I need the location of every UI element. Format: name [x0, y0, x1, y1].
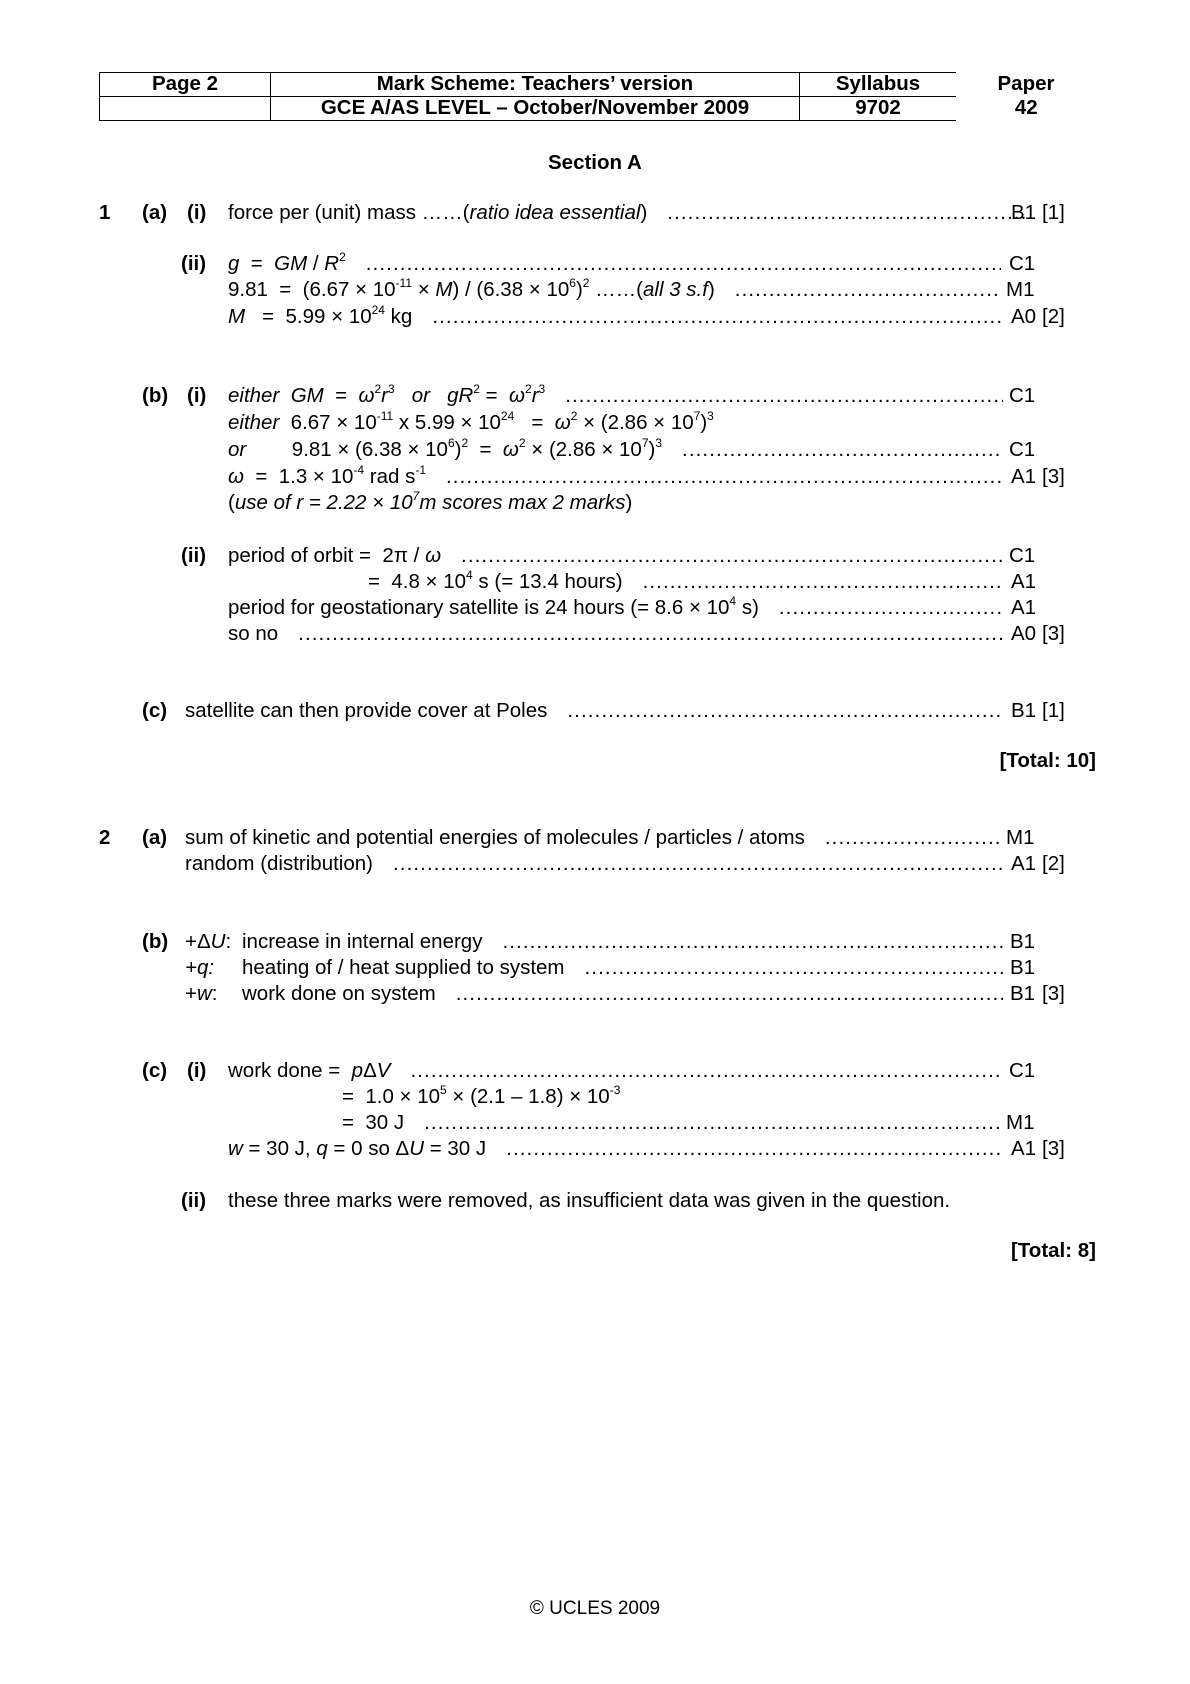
- q2-b-total: [3]: [1042, 982, 1065, 1005]
- q2-a-label: (a): [142, 826, 168, 849]
- q1-b-ii-mark1: C1: [1009, 544, 1036, 567]
- q1-b-i-line2: either $6.67 \times 10^{-11}$ x $5.99 \times 10^{24} = \omega^2 \times (2.86 \times 10^7)^3$: [228, 409, 714, 434]
- q2-b-symbol1: +ΔU:: [185, 930, 232, 953]
- q1-b-ii-line3: period for geostationary satellite is 24 hours (= $8.6 \times 10^4$ s) .....: [228, 598, 1008, 619]
- footer-copyright: © UCLES 2009: [529, 1598, 661, 1619]
- q2-a-total: [2]: [1042, 852, 1065, 875]
- q2-grand-total: [Total: 8]: [1010, 1239, 1096, 1262]
- q1-a-ii-total: [2]: [1042, 305, 1065, 328]
- q1-b-i-line3: or $9.81 \times (6.38 \times 10^6)^2 = \omega^2 \times (2.86 \times 10^7)^3$ .....: [228, 440, 1007, 461]
- q1-a-ii-line3: $M = 5.99 \times 10^{24}$ kg .....: [228, 307, 1008, 328]
- q1-b-i-line4: $\omega = 1.3 \times 10^{-4}$ rad $s^{-1}$ .....: [228, 467, 1008, 488]
- q1-b-ii-line1: period of orbit = 2π / ω .....: [228, 546, 1007, 567]
- q1-b-i-mark1: C1: [1009, 384, 1036, 407]
- exam-title: GCE A/AS LEVEL – October/November 2009: [271, 97, 800, 121]
- q2-a-mark2: A1: [1011, 852, 1037, 875]
- q1-a-ii-label: (ii): [181, 252, 207, 275]
- q1-b-i-total: [3]: [1042, 465, 1065, 488]
- q2-b-symbol3: +w:: [185, 982, 218, 1005]
- header-table: [99, 72, 1097, 121]
- q1-a-i-line: force per (unit) mass ……(ratio idea essential) .....: [228, 203, 1040, 224]
- q1-c-label: (c): [142, 699, 168, 722]
- q2-c-i-mark4: A1: [1011, 1137, 1037, 1160]
- q2-b-mark3: B1: [1010, 982, 1036, 1005]
- q2-b-line3: work done on system .....: [242, 984, 1007, 1005]
- doc-title: Mark Scheme: Teachers’ version: [271, 73, 800, 97]
- q2-c-ii-label: (ii): [181, 1189, 207, 1212]
- q2-c-i-mark1: C1: [1009, 1059, 1036, 1082]
- q1-b-ii-line2: = $4.8 \times 10^4$ s (= 13.4 hours) .....: [368, 572, 1008, 593]
- q1-a-i-total: [1]: [1042, 201, 1065, 224]
- q1-a-ii-line1: g = GM / $R^2$ .....: [228, 254, 1005, 275]
- q2-c-i-line3: = 30 J .....: [342, 1113, 1005, 1134]
- q1-a-i-label: (i): [187, 201, 207, 224]
- q1-b-ii-label: (ii): [181, 544, 207, 567]
- q1-b-ii-mark4: A0: [1011, 622, 1037, 645]
- paper-label: Paper: [997, 72, 1055, 96]
- q1-number: 1: [99, 201, 111, 224]
- q1-a-ii-line2: $9.81 = (6.67 \times 10^{-11} \times M) / (6.38 \times 10^6)^2$ ……(all 3 s.f) .....: [228, 280, 1005, 301]
- q2-a-mark1: M1: [1006, 826, 1035, 849]
- q2-c-label: (c): [142, 1059, 168, 1082]
- syllabus-code: 9702: [800, 97, 957, 121]
- page-label: Page 2: [100, 73, 271, 97]
- q2-a-line1: sum of kinetic and potential energies of molecules / particles / atoms .....: [185, 828, 1006, 849]
- q2-c-i-mark3: M1: [1006, 1111, 1035, 1134]
- paper-code: 42: [1014, 96, 1038, 120]
- syllabus-label: Syllabus: [800, 73, 957, 97]
- q1-a-ii-mark1: C1: [1009, 252, 1036, 275]
- q2-c-i-total: [3]: [1042, 1137, 1065, 1160]
- q2-c-i-line1: work done = pΔV .....: [228, 1061, 1007, 1082]
- q2-c-i-line2: = $1.0 \times 10^5 \times (2.1 - 1.8) \times 10^{-3}$: [342, 1083, 621, 1108]
- q1-b-ii-line4: so no .....: [228, 624, 1008, 645]
- q1-b-label: (b): [142, 384, 169, 407]
- q1-b-i-mark3: C1: [1009, 438, 1036, 461]
- q1-a-label: (a): [142, 201, 168, 224]
- q1-c-mark: B1: [1011, 699, 1037, 722]
- q1-b-i-label: (i): [187, 384, 207, 407]
- q2-c-i-line4: w = 30 J, q = 0 so ΔU = 30 J .....: [228, 1139, 1008, 1160]
- q2-b-symbol2: +q:: [185, 956, 215, 979]
- q1-b-i-mark4: A1: [1011, 465, 1037, 488]
- q2-number: 2: [99, 826, 111, 849]
- q2-c-ii-text: these three marks were removed, as insufficient data was given in the question.: [228, 1189, 951, 1212]
- q1-grand-total: [Total: 10]: [999, 749, 1096, 772]
- q2-a-line2: random (distribution) .....: [185, 854, 1008, 875]
- q1-c-line: satellite can then provide cover at Poles .....: [185, 701, 1008, 722]
- q2-c-i-label: (i): [187, 1059, 207, 1082]
- q1-b-ii-mark2: A1: [1011, 570, 1037, 593]
- q2-b-label: (b): [142, 930, 169, 953]
- q1-a-i-mark: B1: [1011, 201, 1037, 224]
- q1-a-ii-mark3: A0: [1011, 305, 1037, 328]
- header-empty-cell: [100, 97, 271, 121]
- q1-b-i-line1: either GM = $\omega^2r^3$ or $gR^2 = \omega^2r^3$ .....: [228, 386, 1007, 407]
- q1-b-ii-total: [3]: [1042, 622, 1065, 645]
- q2-b-mark2: B1: [1010, 956, 1036, 979]
- q1-a-ii-mark2: M1: [1006, 278, 1035, 301]
- q2-b-line1: increase in internal energy .....: [242, 932, 1007, 953]
- q2-b-line2: heating of / heat supplied to system .....: [242, 958, 1007, 979]
- q1-b-i-note: (use of $r = 2.22 \times 10^7m$ scores max 2 marks): [228, 489, 633, 514]
- section-title: Section A: [548, 151, 642, 174]
- q1-c-total: [1]: [1042, 699, 1065, 722]
- q2-b-mark1: B1: [1010, 930, 1036, 953]
- q1-b-ii-mark3: A1: [1011, 596, 1037, 619]
